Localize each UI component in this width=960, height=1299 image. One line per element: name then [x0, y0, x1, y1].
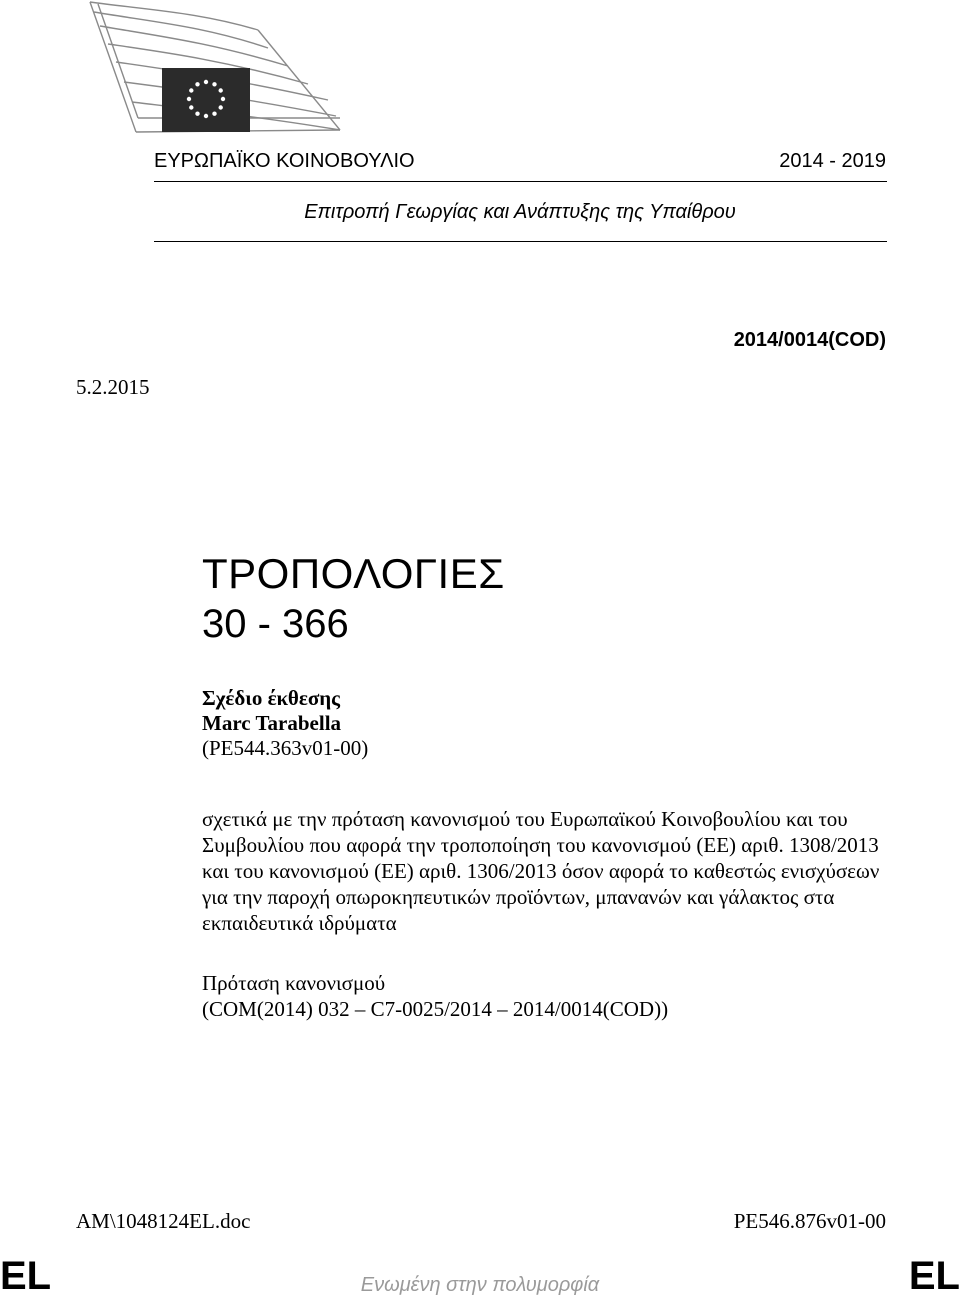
language-code-right: EL — [908, 1254, 960, 1298]
european-parliament-logo-icon — [78, 0, 358, 140]
header-divider-bottom — [154, 241, 887, 242]
draft-report-block — [202, 686, 368, 761]
draft-type: Σχέδιο έκθεσης — [202, 686, 341, 710]
document-title: ΤΡΟΠΟΛΟΓΙΕΣ — [202, 550, 505, 597]
committee-name: Επιτροπή Γεωργίας και Ανάπτυξης της Υπαίθρου — [304, 201, 736, 223]
subject-text: σχετικά με την πρόταση κανονισμού του Ευρωπαϊκού Κοινοβουλίου και του Συμβουλίου που αφορά την τροποποίηση του κανονισμού (ΕΕ) αριθ. 1308/2013 και του κανονισμού (ΕΕ) αριθ. 1306/2013 όσον αφορά το καθεστώς ενισχύσεων για την παροχή οπωροκηπευτικών προϊόντων, μπανανών και γάλακτος στα εκπαιδευτικά ιδρύματα — [202, 807, 880, 935]
footer-document-id: AM\1048124EL.doc — [76, 1209, 251, 1233]
amendment-range: 30 - 366 — [202, 602, 349, 646]
header-divider-top — [154, 181, 887, 182]
parliamentary-term: 2014 - 2019 — [779, 150, 886, 172]
draft-reference: (PE544.363v01-00) — [202, 736, 369, 760]
proposal-block — [202, 970, 668, 1022]
document-date: 5.2.2015 — [76, 375, 150, 399]
header-row — [154, 148, 886, 174]
footer-pe-reference: PE546.876v01-00 — [733, 1209, 886, 1233]
proposal-label: Πρόταση κανονισμού — [202, 971, 386, 995]
proposal-reference: (COM(2014) 032 – C7-0025/2014 – 2014/0014(COD)) — [202, 997, 669, 1021]
organization-name: ΕΥΡΩΠΑΪΚΟ ΚΟΙΝΟΒΟΥΛΙΟ — [154, 150, 415, 172]
eu-motto: Ενωμένη στην πολυμορφία — [360, 1274, 600, 1296]
eu-flag-icon — [162, 68, 250, 132]
procedure-number: 2014/0014(COD) — [733, 329, 886, 351]
rapporteur-name: Marc Tarabella — [202, 711, 342, 735]
language-code-left: EL — [0, 1254, 52, 1298]
